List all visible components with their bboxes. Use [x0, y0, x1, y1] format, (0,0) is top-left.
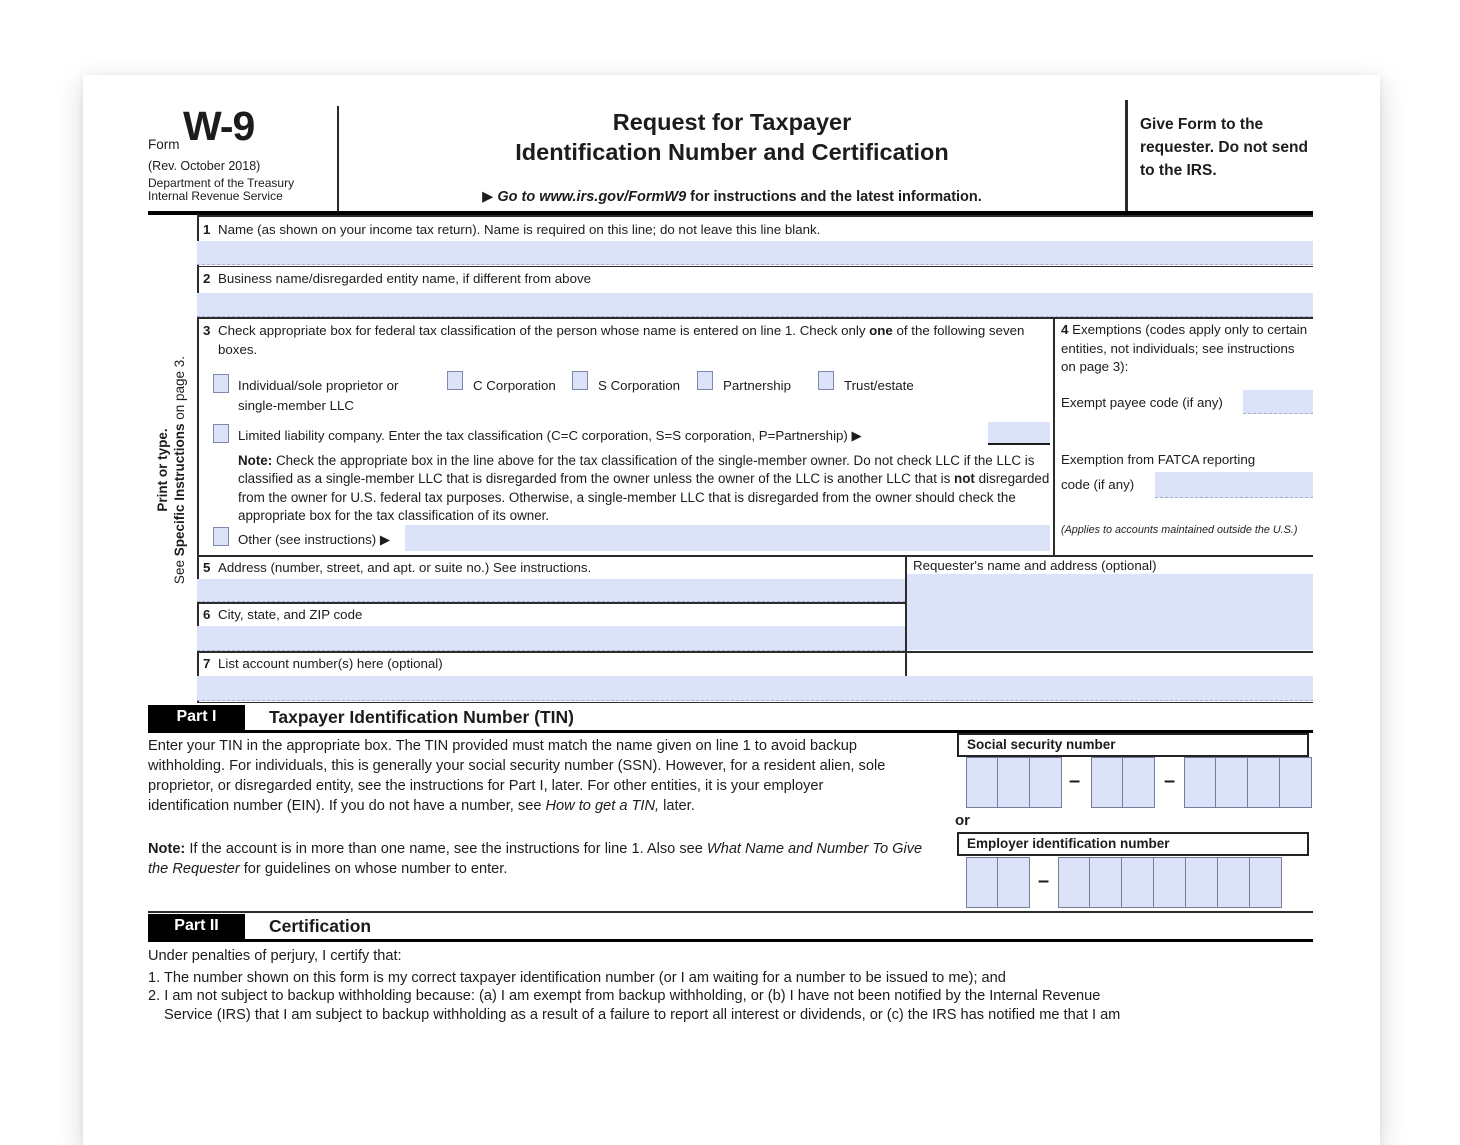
applies-note: (Applies to accounts maintained outside the U.S.) — [1061, 524, 1298, 536]
checkbox-llc-label: Limited liability company. Enter the tax classification (C=C corporation, S=S corporation, P=Partnership) ▶ — [238, 428, 862, 443]
left-margin-instructions — [154, 235, 188, 705]
line5-label: 5 Address (number, street, and apt. or suite no.) See instructions. — [203, 560, 592, 575]
line7-label: 7 List account number(s) here (optional) — [203, 656, 443, 671]
line4-label: 4 Exemptions (codes apply only to certain entities, not individuals; see instructions on page 3): — [1061, 322, 1308, 375]
line3-label: 3 Check appropriate box for federal tax classification of the person whose name is entered on line 1. Check only one of the following seven boxes. — [203, 323, 1025, 357]
row2-bottom-border — [197, 317, 1313, 319]
ssn-cell[interactable] — [1248, 757, 1280, 808]
checkbox-individual[interactable] — [213, 374, 229, 393]
checkbox-trust-estate-label: Trust/estate — [844, 378, 914, 393]
agency-line2: Internal Revenue Service — [148, 189, 283, 203]
part2-rule — [148, 939, 1313, 942]
row1-bottom-border — [197, 266, 1313, 268]
llc-classification-input[interactable] — [988, 422, 1050, 445]
checkbox-s-corporation[interactable] — [572, 371, 588, 390]
ein-cell[interactable] — [998, 857, 1030, 908]
part1-body: Enter your TIN in the appropriate box. The TIN provided must match the name given on line 1 to avoid backup withholding. For individuals, this is generally your social security number (SSN). However, for a resident alien, sole proprietor, or disregarded entity, see the instructions for Part I, later. For other entities, it is your employer identification number (EIN). If you do not have a number, see How to get a TIN, later. — [148, 738, 886, 814]
fatca-label-line2: code (if any) — [1061, 477, 1135, 492]
see-instructions-label: See Specific Instructions on page 3. — [172, 355, 187, 585]
checkbox-partnership[interactable] — [697, 371, 713, 390]
row1-top-border — [197, 215, 1313, 217]
checkbox-individual-label: Individual/sole proprietor or single-member LLC — [238, 378, 399, 413]
ein-cell[interactable] — [1058, 857, 1090, 908]
llc-note: Note: Check the appropriate box in the line above for the tax classification of the single-member owner. Do not check LLC if the LLC is classified as a single-member LLC that is disregarded from the owner unless the owner of the LLC is another LLC that is not disregarded from the owner for U.S. federal tax purposes. Otherwise, a single-member LLC that is disregarded from the owner should check the appropriate box for the tax classification of its owner. — [238, 453, 1050, 523]
form-title-line2: Identification Number and Certification — [515, 139, 949, 165]
ssn-label-box: Social security number — [957, 733, 1309, 757]
checkbox-c-corporation[interactable] — [447, 371, 463, 390]
ein-label-box: Employer identification number — [957, 832, 1309, 856]
give-form-notice: Give Form to the requester. Do not send to the IRS. — [1140, 116, 1308, 179]
part1-bottom-border — [148, 911, 1313, 913]
city-state-zip-input[interactable] — [197, 626, 905, 651]
ssn-group3 — [1184, 757, 1312, 808]
exempt-payee-code-input[interactable] — [1243, 390, 1313, 414]
part1-note: Note: If the account is in more than one name, see the instructions for line 1. Also see What Name and Number To Give the Requester for guidelines on whose number to enter. — [148, 841, 923, 877]
goto-url[interactable]: Go to www.irs.gov/FormW9 — [493, 189, 687, 205]
form-revision: (Rev. October 2018) — [148, 159, 261, 173]
business-name-input[interactable] — [197, 293, 1313, 317]
other-classification-input[interactable] — [405, 525, 1050, 551]
ein-cell[interactable] — [1122, 857, 1154, 908]
requester-name-address-input[interactable] — [907, 574, 1313, 650]
print-or-type-label: Print or type. — [155, 428, 170, 512]
form-word: Form — [148, 137, 180, 152]
ssn-cell[interactable] — [998, 757, 1030, 808]
ein-cell[interactable] — [1186, 857, 1218, 908]
exemptions-divider — [1053, 317, 1055, 555]
ssn-cell[interactable] — [1184, 757, 1216, 808]
checkbox-partnership-label: Partnership — [723, 378, 791, 393]
ein-cell[interactable] — [966, 857, 998, 908]
fatca-label-line1: Exemption from FATCA reporting — [1061, 452, 1256, 467]
fatca-code-input[interactable] — [1155, 472, 1313, 498]
ein-cell[interactable] — [1090, 857, 1122, 908]
checkbox-s-corporation-label: S Corporation — [598, 378, 681, 393]
line1-label: 1 Name (as shown on your income tax return). Name is required on this line; do not leave this line blank. — [203, 222, 821, 237]
ein-dash: – — [1038, 870, 1050, 892]
row5-bottom-border — [197, 602, 905, 604]
ssn-group1 — [966, 757, 1062, 808]
form-number: W-9 — [183, 103, 255, 149]
checkbox-llc[interactable] — [213, 424, 229, 443]
row3-bottom-border — [197, 555, 1313, 557]
w9-form-page — [83, 75, 1380, 1145]
ein-cell[interactable] — [1250, 857, 1282, 908]
row7-bottom-border — [197, 702, 1313, 704]
row6-bottom-border — [197, 651, 1313, 653]
goto-rest: for instructions and the latest information. — [686, 189, 982, 205]
ssn-cell[interactable] — [1030, 757, 1062, 808]
requester-label: Requester's name and address (optional) — [913, 558, 1157, 573]
certification-intro: Under penalties of perjury, I certify that: — [148, 948, 402, 964]
certification-item2-continued: Service (IRS) that I am subject to backup withholding as a result of a failure to report all interest or dividends, or (c) the IRS has notified me that I am — [164, 1007, 1121, 1023]
arrow-icon: ▶ — [482, 189, 494, 205]
checkbox-trust-estate[interactable] — [818, 371, 834, 390]
certification-item2: 2. I am not subject to backup withholding because: (a) I am exempt from backup withholding, or (b) I have not been notified by the Internal Revenue — [148, 988, 1101, 1004]
goto-instructions-line — [339, 189, 1125, 205]
ssn-group2 — [1091, 757, 1155, 808]
ssn-cell[interactable] — [1091, 757, 1123, 808]
ein-group1 — [966, 857, 1030, 908]
form-title-line1: Request for Taxpayer — [612, 109, 852, 135]
ein-group2 — [1058, 857, 1282, 908]
ein-cell[interactable] — [1218, 857, 1250, 908]
ssn-dash-2: – — [1164, 770, 1176, 792]
account-numbers-input[interactable] — [197, 676, 1313, 701]
exempt-payee-label: Exempt payee code (if any) — [1061, 395, 1223, 410]
part2-title: Certification — [269, 916, 372, 936]
or-label: or — [955, 812, 970, 829]
ssn-dash-1: – — [1069, 770, 1081, 792]
ein-cell[interactable] — [1154, 857, 1186, 908]
ssn-cell[interactable] — [1216, 757, 1248, 808]
name-input[interactable] — [197, 241, 1313, 265]
checkbox-other-label: Other (see instructions) ▶ — [238, 532, 391, 547]
header-rule — [148, 211, 1313, 215]
part1-title: Taxpayer Identification Number (TIN) — [269, 707, 574, 727]
line6-label: 6 City, state, and ZIP code — [203, 607, 363, 622]
ssn-cell[interactable] — [1280, 757, 1312, 808]
ssn-cell[interactable] — [1123, 757, 1155, 808]
part1-badge: Part I — [148, 705, 245, 730]
header-divider-right — [1125, 100, 1128, 213]
address-input[interactable] — [197, 579, 905, 602]
checkbox-other[interactable] — [213, 527, 229, 546]
line2-label: 2 Business name/disregarded entity name, if different from above — [203, 271, 592, 286]
ssn-cell[interactable] — [966, 757, 998, 808]
checkbox-c-corporation-label: C Corporation — [473, 378, 556, 393]
agency-line1: Department of the Treasury — [148, 176, 295, 190]
part2-badge: Part II — [148, 914, 245, 939]
certification-item1: 1. The number shown on this form is my correct taxpayer identification number (or I am waiting for a number to be issued to me); and — [148, 970, 1006, 986]
